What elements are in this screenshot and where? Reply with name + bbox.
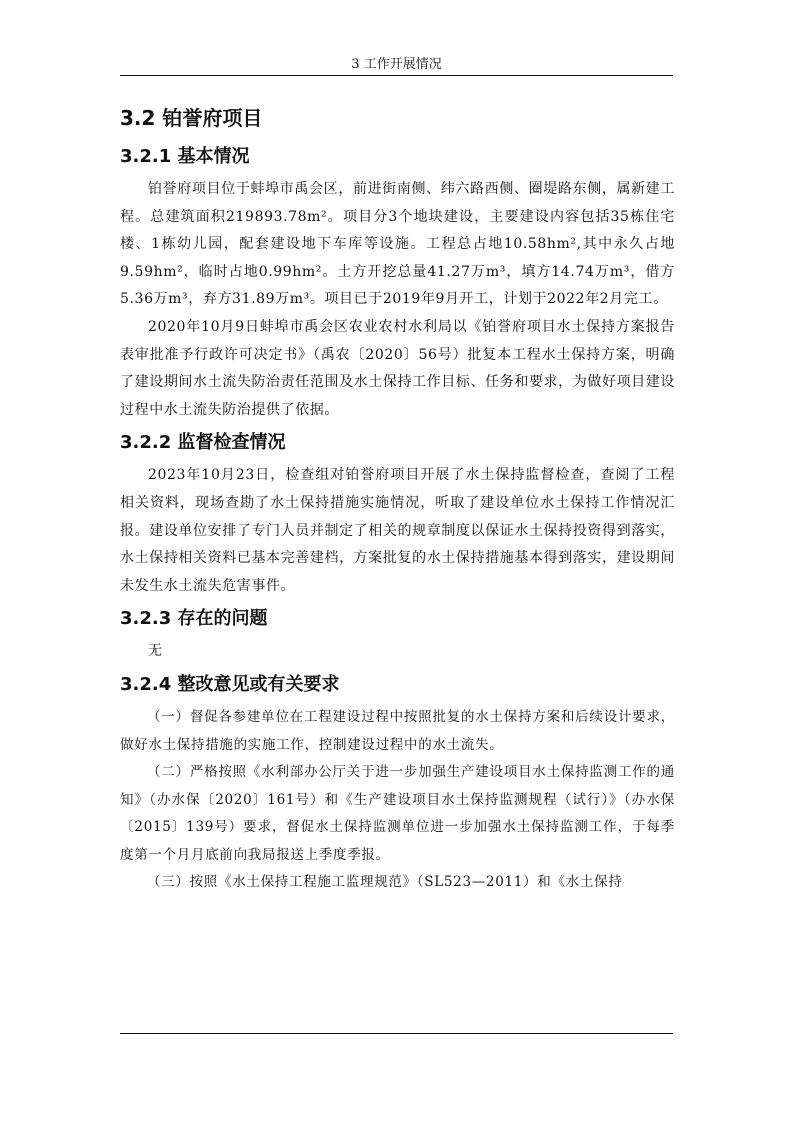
header-divider — [120, 75, 673, 76]
paragraph: （二）严格按照《水利部办公厅关于进一步加强生产建设项目水土保持监测工作的通知》（办水保〔2020〕161号）和《生产建设项目水土保持监测规程（试行）》（办水保〔2015〕139号）要求，督促水土保持监测单位进一步加强水土保持监测工作，于每季度第一个月月底前向我局报送上季度季报。 — [120, 764, 675, 863]
paragraph: 铂誉府项目位于蚌埠市禹会区，前进街南侧、纬六路西侧、圈堤路东侧，属新建工程。总建筑面积219893.78m²。项目分3个地块建设，主要建设内容包括35栋住宅楼、1栋幼儿园，配套建设地下车库等设施。工程总占地10.58hm²,其中永久占地9.59hm²，临时占地0.99hm²。土方开挖总量41.27万m³，填方14.74万m³，借方5.36万m³，弃方31.89万m³。项目已于2019年9月开工，计划于2022年2月完工。 — [120, 181, 675, 308]
subsection-heading-problems: 3.2.3 存在的问题 — [120, 608, 268, 630]
paragraph: （一）督促各参建单位在工程建设过程中按照批复的水土保持方案和后续设计要求，做好水土保持措施的实施工作，控制建设过程中的水土流失。 — [120, 708, 675, 753]
section-heading: 3.2 铂誉府项目 — [120, 106, 263, 130]
subsection-heading-rectification: 3.2.4 整改意见或有关要求 — [120, 673, 340, 695]
paragraph: （三）按照《水土保持工程施工监理规范》（SL523—2011）和《水土保持 — [147, 874, 623, 891]
paragraph: 无 — [148, 643, 163, 660]
subsection-heading-basic-info: 3.2.1 基本情况 — [120, 146, 250, 167]
paragraph: 2020年10月9日蚌埠市禹会区农业农村水利局以《铂誉府项目水土保持方案报告表审批准予行政许可决定书》（禹农〔2020〕56号）批复本工程水土保持方案，明确了建设期间水土流失防治责任范围及水土保持工作目标、任务和要求，为做好项目建设过程中水土流失防治提供了依据。 — [120, 318, 675, 418]
document-body — [120, 98, 675, 897]
page-header: 3 工作开展情况 — [351, 57, 442, 72]
subsection-heading-inspection: 3.2.2 监督检查情况 — [120, 432, 286, 454]
paragraph: 2023年10月23日，检查组对铂誉府项目开展了水土保持监督检查，查阅了工程相关资料，现场查勘了水土保持措施实施情况，听取了建设单位水土保持工作情况汇报。建设单位安排了专门人员并制定了相关的规章制度以保证水土保持投资得到落实，水土保持相关资料已基本完善建档，方案批复的水土保持措施基本得到落实，建设期间未发生水土流失危害事件。 — [120, 467, 675, 594]
footer-divider — [120, 1033, 673, 1034]
